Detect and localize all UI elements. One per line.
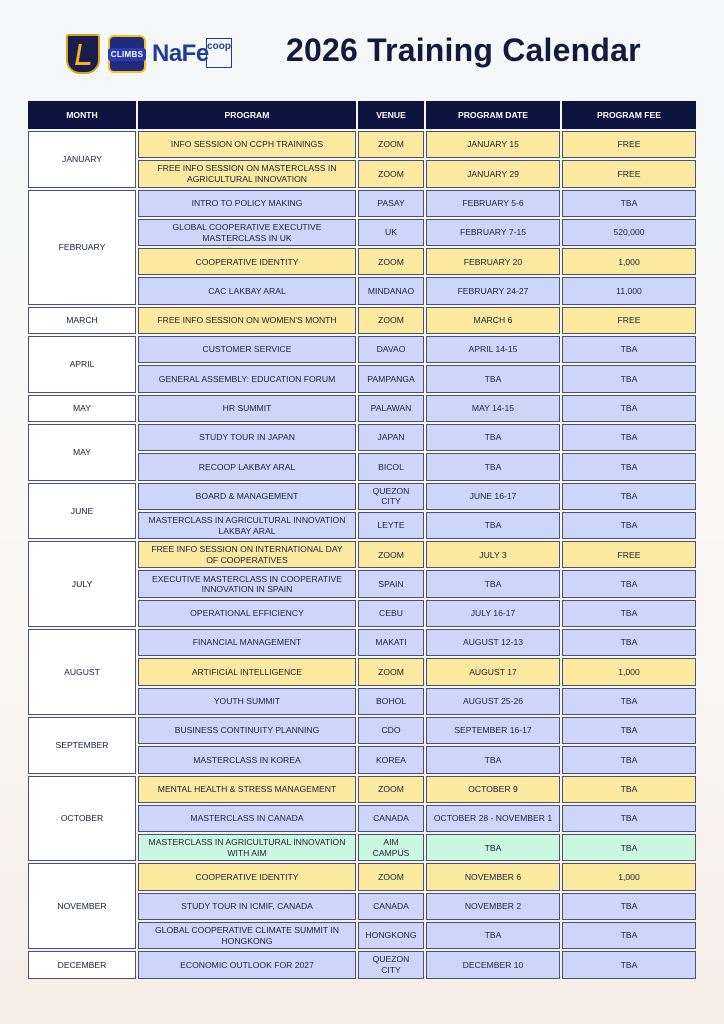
header-month: MONTH xyxy=(28,101,136,129)
venue-cell: ZOOM xyxy=(358,248,424,275)
month-cell: JANUARY xyxy=(28,131,136,188)
venue-cell: BOHOL xyxy=(358,688,424,715)
page-header xyxy=(0,0,724,100)
program-fee-cell: TBA xyxy=(562,629,696,656)
program-fee-cell: TBA xyxy=(562,190,696,217)
venue-cell: ZOOM xyxy=(358,160,424,187)
program-cell: ARTIFICIAL INTELLIGENCE xyxy=(138,658,356,685)
venue-cell: ZOOM xyxy=(358,863,424,890)
program-fee-cell: 1,000 xyxy=(562,863,696,890)
venue-cell: AIM CAMPUS xyxy=(358,834,424,861)
climbs-logo-text: CLIMBS xyxy=(108,48,146,61)
venue-cell: CANADA xyxy=(358,805,424,832)
program-cell: YOUTH SUMMIT xyxy=(138,688,356,715)
venue-cell: BICOL xyxy=(358,453,424,480)
program-date-cell: MARCH 6 xyxy=(426,307,560,334)
program-date-cell: TBA xyxy=(426,570,560,597)
program-date-cell: TBA xyxy=(426,424,560,451)
header-program-fee: PROGRAM FEE xyxy=(562,101,696,129)
program-fee-cell: 1,000 xyxy=(562,248,696,275)
program-fee-cell: 520,000 xyxy=(562,219,696,246)
venue-cell: ZOOM xyxy=(358,541,424,568)
program-date-cell: TBA xyxy=(426,365,560,392)
program-cell: COOPERATIVE IDENTITY xyxy=(138,248,356,275)
program-fee-cell: FREE xyxy=(562,541,696,568)
program-cell: OPERATIONAL EFFICIENCY xyxy=(138,600,356,627)
program-cell: GLOBAL COOPERATIVE CLIMATE SUMMIT IN HONGKONG xyxy=(138,922,356,949)
venue-cell: DAVAO xyxy=(358,336,424,363)
program-fee-cell: TBA xyxy=(562,805,696,832)
month-cell: DECEMBER xyxy=(28,951,136,978)
program-cell: FREE INFO SESSION ON INTERNATIONAL DAY OF COOPERATIVES xyxy=(138,541,356,568)
program-cell: INFO SESSION ON CCPH TRAININGS xyxy=(138,131,356,158)
program-cell: FINANCIAL MANAGEMENT xyxy=(138,629,356,656)
month-cell: JUNE xyxy=(28,483,136,540)
program-date-cell: OCTOBER 9 xyxy=(426,776,560,803)
program-date-cell: NOVEMBER 2 xyxy=(426,893,560,920)
program-cell: RECOOP LAKBAY ARAL xyxy=(138,453,356,480)
program-date-cell: TBA xyxy=(426,834,560,861)
program-fee-cell: TBA xyxy=(562,336,696,363)
program-date-cell: JANUARY 15 xyxy=(426,131,560,158)
header-program: PROGRAM xyxy=(138,101,356,129)
month-cell: JULY xyxy=(28,541,136,627)
program-fee-cell: TBA xyxy=(562,453,696,480)
program-date-cell: JULY 3 xyxy=(426,541,560,568)
month-cell: FEBRUARY xyxy=(28,190,136,305)
program-cell: MASTERCLASS IN KOREA xyxy=(138,746,356,773)
month-cell: MAY xyxy=(28,424,136,481)
program-cell: EXECUTIVE MASTERCLASS IN COOPERATIVE INNOVATION IN SPAIN xyxy=(138,570,356,597)
program-cell: COOPERATIVE IDENTITY xyxy=(138,863,356,890)
program-date-cell: FEBRUARY 5-6 xyxy=(426,190,560,217)
program-date-cell: TBA xyxy=(426,512,560,539)
program-cell: STUDY TOUR IN ICMIF, CANADA xyxy=(138,893,356,920)
crest-logo xyxy=(66,34,100,74)
program-cell: FREE INFO SESSION ON MASTERCLASS IN AGRICULTURAL INNOVATION xyxy=(138,160,356,187)
venue-cell: CANADA xyxy=(358,893,424,920)
program-cell: MASTERCLASS IN AGRICULTURAL INNOVATION WITH AIM xyxy=(138,834,356,861)
month-cell: NOVEMBER xyxy=(28,863,136,949)
program-fee-cell: TBA xyxy=(562,893,696,920)
program-cell: FREE INFO SESSION ON WOMEN'S MONTH xyxy=(138,307,356,334)
climbs-logo xyxy=(108,35,146,73)
program-cell: STUDY TOUR IN JAPAN xyxy=(138,424,356,451)
program-cell: GLOBAL COOPERATIVE EXECUTIVE MASTERCLASS IN UK xyxy=(138,219,356,246)
program-date-cell: OCTOBER 28 - NOVEMBER 1 xyxy=(426,805,560,832)
program-fee-cell: 11,000 xyxy=(562,277,696,304)
venue-cell: JAPAN xyxy=(358,424,424,451)
program-date-cell: TBA xyxy=(426,746,560,773)
program-cell: BOARD & MANAGEMENT xyxy=(138,483,356,510)
venue-cell: CEBU xyxy=(358,600,424,627)
program-date-cell: NOVEMBER 6 xyxy=(426,863,560,890)
venue-cell: PAMPANGA xyxy=(358,365,424,392)
nafecoop-logo xyxy=(152,36,234,72)
venue-cell: UK xyxy=(358,219,424,246)
month-cell: APRIL xyxy=(28,336,136,393)
program-fee-cell: FREE xyxy=(562,160,696,187)
venue-cell: KOREA xyxy=(358,746,424,773)
program-fee-cell: TBA xyxy=(562,483,696,510)
program-cell: MASTERCLASS IN CANADA xyxy=(138,805,356,832)
venue-cell: LEYTE xyxy=(358,512,424,539)
program-date-cell: APRIL 14-15 xyxy=(426,336,560,363)
program-cell: CAC LAKBAY ARAL xyxy=(138,277,356,304)
program-date-cell: TBA xyxy=(426,922,560,949)
venue-cell: PALAWAN xyxy=(358,395,424,422)
nafecoop-logo-box: coop xyxy=(206,38,232,68)
program-date-cell: AUGUST 12-13 xyxy=(426,629,560,656)
program-fee-cell: TBA xyxy=(562,688,696,715)
venue-cell: ZOOM xyxy=(358,776,424,803)
venue-cell: CDO xyxy=(358,717,424,744)
header-venue: VENUE xyxy=(358,101,424,129)
nafecoop-logo-text: NaFe xyxy=(152,40,209,67)
program-fee-cell: TBA xyxy=(562,717,696,744)
venue-cell: QUEZON CITY xyxy=(358,483,424,510)
venue-cell: MAKATI xyxy=(358,629,424,656)
page-title: 2026 Training Calendar xyxy=(286,32,641,68)
program-fee-cell: TBA xyxy=(562,600,696,627)
program-date-cell: DECEMBER 10 xyxy=(426,951,560,978)
program-date-cell: JULY 16-17 xyxy=(426,600,560,627)
program-fee-cell: TBA xyxy=(562,922,696,949)
venue-cell: PASAY xyxy=(358,190,424,217)
month-cell: OCTOBER xyxy=(28,776,136,862)
program-date-cell: FEBRUARY 24-27 xyxy=(426,277,560,304)
venue-cell: ZOOM xyxy=(358,658,424,685)
program-cell: GENERAL ASSEMBLY: EDUCATION FORUM xyxy=(138,365,356,392)
program-cell: BUSINESS CONTINUITY PLANNING xyxy=(138,717,356,744)
program-cell: CUSTOMER SERVICE xyxy=(138,336,356,363)
venue-cell: QUEZON CITY xyxy=(358,951,424,978)
program-cell: ECONOMIC OUTLOOK FOR 2027 xyxy=(138,951,356,978)
program-cell: INTRO TO POLICY MAKING xyxy=(138,190,356,217)
program-date-cell: TBA xyxy=(426,453,560,480)
program-fee-cell: FREE xyxy=(562,131,696,158)
program-date-cell: FEBRUARY 7-15 xyxy=(426,219,560,246)
venue-cell: MINDANAO xyxy=(358,277,424,304)
program-fee-cell: TBA xyxy=(562,834,696,861)
program-cell: HR SUMMIT xyxy=(138,395,356,422)
month-cell: SEPTEMBER xyxy=(28,717,136,774)
program-fee-cell: TBA xyxy=(562,776,696,803)
program-date-cell: JANUARY 29 xyxy=(426,160,560,187)
program-date-cell: JUNE 16-17 xyxy=(426,483,560,510)
program-date-cell: SEPTEMBER 16-17 xyxy=(426,717,560,744)
program-fee-cell: TBA xyxy=(562,512,696,539)
month-cell: AUGUST xyxy=(28,629,136,715)
program-date-cell: AUGUST 25-26 xyxy=(426,688,560,715)
venue-cell: ZOOM xyxy=(358,131,424,158)
program-date-cell: MAY 14-15 xyxy=(426,395,560,422)
training-calendar-table xyxy=(28,101,694,984)
program-fee-cell: FREE xyxy=(562,307,696,334)
program-fee-cell: TBA xyxy=(562,424,696,451)
venue-cell: HONGKONG xyxy=(358,922,424,949)
header-program-date: PROGRAM DATE xyxy=(426,101,560,129)
venue-cell: SPAIN xyxy=(358,570,424,597)
program-date-cell: AUGUST 17 xyxy=(426,658,560,685)
program-fee-cell: TBA xyxy=(562,365,696,392)
program-fee-cell: TBA xyxy=(562,746,696,773)
month-cell: MARCH xyxy=(28,307,136,334)
program-fee-cell: 1,000 xyxy=(562,658,696,685)
program-fee-cell: TBA xyxy=(562,951,696,978)
program-cell: MENTAL HEALTH & STRESS MANAGEMENT xyxy=(138,776,356,803)
program-fee-cell: TBA xyxy=(562,570,696,597)
month-cell: MAY xyxy=(28,395,136,422)
program-fee-cell: TBA xyxy=(562,395,696,422)
program-cell: MASTERCLASS IN AGRICULTURAL INNOVATION LAKBAY ARAL xyxy=(138,512,356,539)
program-date-cell: FEBRUARY 20 xyxy=(426,248,560,275)
venue-cell: ZOOM xyxy=(358,307,424,334)
